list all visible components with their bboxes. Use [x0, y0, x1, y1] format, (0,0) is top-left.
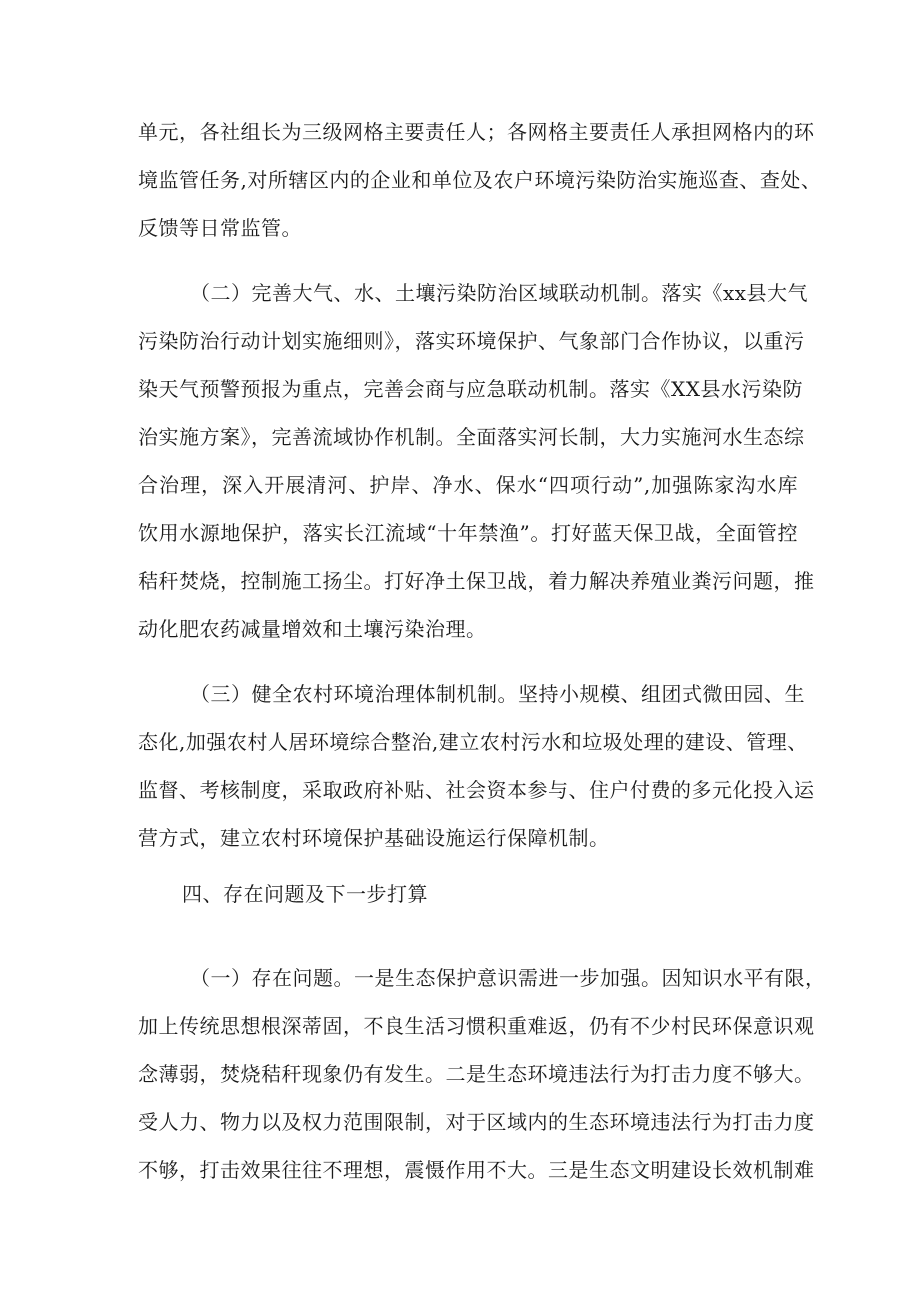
paragraph-line: （三）健全农村环境治理体制机制。坚持小规模、组团式微田园、生 — [190, 682, 805, 706]
paragraph-line: 合治理，深入开展清河、护岸、净水、保水“四项行动”,加强陈家沟水库 — [138, 473, 798, 497]
paragraph-line: （一）存在问题。一是生态保护意识需进一步加强。因知识水平有限， — [190, 966, 826, 990]
paragraph-line: 污染防治行动计划实施细则》，落实环境保护、气象部门合作协议，以重污 — [138, 329, 805, 353]
paragraph-line: 加上传统思想根深蒂固，不良生活习惯积重难返，仍有不少村民环保意识观 — [138, 1014, 815, 1038]
paragraph-line: 态化,加强农村人居环境综合整治,建立农村污水和垃圾处理的建设、管理、 — [138, 730, 808, 754]
paragraph-line: 营方式，建立农村环境保护基础设施运行保障机制。 — [138, 826, 610, 850]
paragraph-line: 动化肥农药减量增效和土壤污染治理。 — [138, 617, 487, 641]
paragraph-line: （二）完善大气、水、土壤污染防治区域联动机制。落实《xx县大气 — [190, 281, 809, 305]
paragraph-line: 秸秆焚烧，控制施工扬尘。打好净土保卫战，着力解决养殖业粪污问题，推 — [138, 569, 815, 593]
paragraph-line: 受人力、物力以及权力范围限制，对于区域内的生态环境违法行为打击力度 — [138, 1110, 815, 1134]
paragraph-line: 治实施方案》，完善流域协作机制。全面落实河长制，大力实施河水生态综 — [138, 425, 805, 449]
paragraph-line: 念薄弱，焚烧秸秆现象仍有发生。二是生态环境违法行为打击力度不够大。 — [138, 1062, 815, 1086]
paragraph-line: 监督、考核制度，采取政府补贴、社会资本参与、住户付费的多元化投入运 — [138, 778, 815, 802]
paragraph-line: 境监管任务,对所辖区内的企业和单位及农户环境污染防治实施巡查、查处、 — [138, 168, 822, 192]
paragraph-line: 反馈等日常监管。 — [138, 216, 302, 240]
paragraph-line: 染天气预警预报为重点，完善会商与应急联动机制。落实《XX县水污染防 — [138, 377, 803, 401]
paragraph-line: 饮用水源地保护，落实长江流域“十年禁渔”。打好蓝天保卫战，全面管控 — [138, 521, 798, 545]
paragraph-line: 不够，打击效果往往不理想，震慑作用不大。三是生态文明建设长效机制难 — [138, 1158, 815, 1182]
paragraph-line: 单元，各社组长为三级网格主要责任人；各网格主要责任人承担网格内的环 — [138, 120, 815, 144]
section-heading: 四、存在问题及下一步打算 — [182, 882, 428, 906]
